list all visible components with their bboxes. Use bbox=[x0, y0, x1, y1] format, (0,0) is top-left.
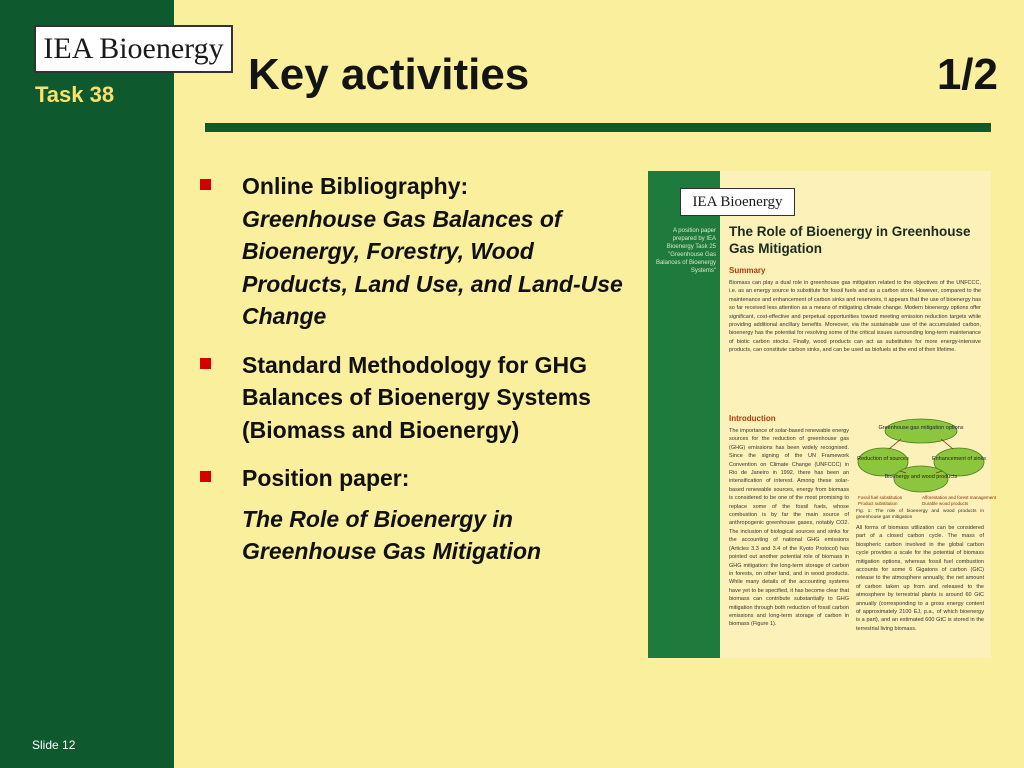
bullet-detail: Greenhouse Gas Balances of Bioenergy, Forestry, Wood Products, Land Use, and Land-Use Change bbox=[242, 205, 623, 329]
slide-number: Slide 12 bbox=[32, 738, 76, 752]
fig-legend-2: Afforestation and forest management bbox=[922, 495, 996, 500]
cover-summary-heading: Summary bbox=[729, 266, 766, 275]
cover-intro-heading: Introduction bbox=[729, 414, 776, 423]
sidebar bbox=[0, 0, 224, 768]
title-divider bbox=[205, 123, 991, 132]
bullet-list bbox=[200, 170, 640, 584]
bullet-label: Online Bibliography: bbox=[242, 173, 469, 199]
bullet-item-position-paper bbox=[200, 462, 640, 568]
cover-side-text: A position paper prepared by IEA Bioenergy Task 25 "Greenhouse Gas Balances of Bioenergy Systems" bbox=[655, 228, 716, 274]
bullet-item-methodology bbox=[200, 349, 640, 447]
bullet-item-bibliography bbox=[200, 170, 640, 333]
cover-figure-diagram bbox=[856, 415, 996, 519]
red-square-bullet-icon bbox=[200, 358, 211, 369]
page-indicator: 1/2 bbox=[936, 50, 998, 99]
logo-text: IEA Bioenergy bbox=[43, 32, 224, 65]
cover-summary-text: Biomass can play a dual role in greenhouse gas mitigation related to the objectives of the UNFCCC, i.e. as an energy source to substitute for fossil fuels and as a carbon store. However, compared to the maintenance and enhancement of carbon sinks and reservoirs, it appears that the use of bioenergy has so far received less attention as a means of mitigating climate change. Modern bioenergy options offer significant, cost-effective and perpetual opportunities toward meeting emission reduction targets while providing additional ancillary benefits. Moreover, via the sustainable use of the accumulated carbon, bioenergy has the potential for resolving some of the critical issues surrounding long-term maintenance of biotic carbon stocks. Finally, wood products can act as substitutes for more energy-intensive products, can constitute carbon sinks, and can be used as biofuels at the end of their lifetime. bbox=[729, 280, 981, 354]
iea-bioenergy-logo bbox=[34, 25, 233, 73]
cover-title: The Role of Bioenergy in Greenhouse Gas Mitigation bbox=[729, 224, 971, 256]
cover-logo: IEA Bioenergy bbox=[680, 188, 795, 216]
task-label: Task 38 bbox=[35, 82, 115, 107]
position-paper-cover-image bbox=[648, 171, 996, 658]
cover-intro-text: The importance of solar-based renewable energy sources for the reduction of greenhouse gas (GHG) emissions has been widely recognised. Since the signing of the UN Framework Convention on Climate Change (UNFCCC) in Rio de Janeiro in 1992, there has been an intensification of interest. Among these solar-based renewable sources, energy from biomass is considered to be one of the most promising to replace some of the fossil fuels, whose combustion is by far the main source of anthropogenic greenhouse gases, notably CO2. The inclusion of biological sources and sinks for the accounting of national GHG emissions (Articles 3.3 and 3.4 of the Kyoto Protocol) has pointed out another potential role of biomass in GHG mitigation: the long-term storage of carbon in forests, on other land, and in wood products. While many details of the accounting systems have yet to be specified, it has become clear that biomass can contribute substantially to GHG mitigation through both reduction of fossil carbon emissions and long-term storage of carbon in biomass (Figure 1). bbox=[729, 428, 849, 628]
slide-title: Key activities bbox=[248, 50, 530, 99]
fig-right-label: Enhancement of sinks bbox=[931, 456, 987, 462]
red-square-bullet-icon bbox=[200, 179, 211, 190]
bullet-label: Standard Methodology for GHG Balances of Bioenergy Systems (Biomass and Bioenergy) bbox=[242, 351, 591, 443]
bullet-label: Position paper: bbox=[242, 465, 410, 491]
red-square-bullet-icon bbox=[200, 471, 211, 482]
fig-top-label: Greenhouse gas mitigation options bbox=[878, 425, 964, 431]
fig-legend-3: Product substitution bbox=[858, 501, 898, 506]
fig-left-label: Reduction of sources bbox=[857, 456, 909, 462]
fig-legend-1: Fossil fuel substitution bbox=[858, 495, 903, 500]
bullet-detail: The Role of Bioenergy in Greenhouse Gas Mitigation bbox=[242, 505, 542, 564]
fig-center-label: Bioenergy and wood products bbox=[884, 474, 958, 480]
fig-legend-4: Durable wood products bbox=[922, 501, 969, 506]
cover-figure-caption: Fig. 1: The role of bioenergy and wood products in greenhouse gas mitigation bbox=[856, 509, 984, 520]
cover-right-text: All forms of biomass utilization can be considered part of a closed carbon cycle. The mass of biospheric carbon involved in the global carbon cycle provides a scale for the potential of biomass mitigation options, whereas fossil fuel combustion accounts for some 6 Gigatons of carbon (GtC) release to the atmosphere annually, the net amount of carbon taken up from and released to the atmosphere by terrestrial plants is around 60 GtC annually (corresponding to a gross energy content of approximately 2100 EJ, p.a., of which bioenergy is a part), and an estimated 600 GtC is stored in the terrestrial living biomass. bbox=[856, 525, 984, 632]
